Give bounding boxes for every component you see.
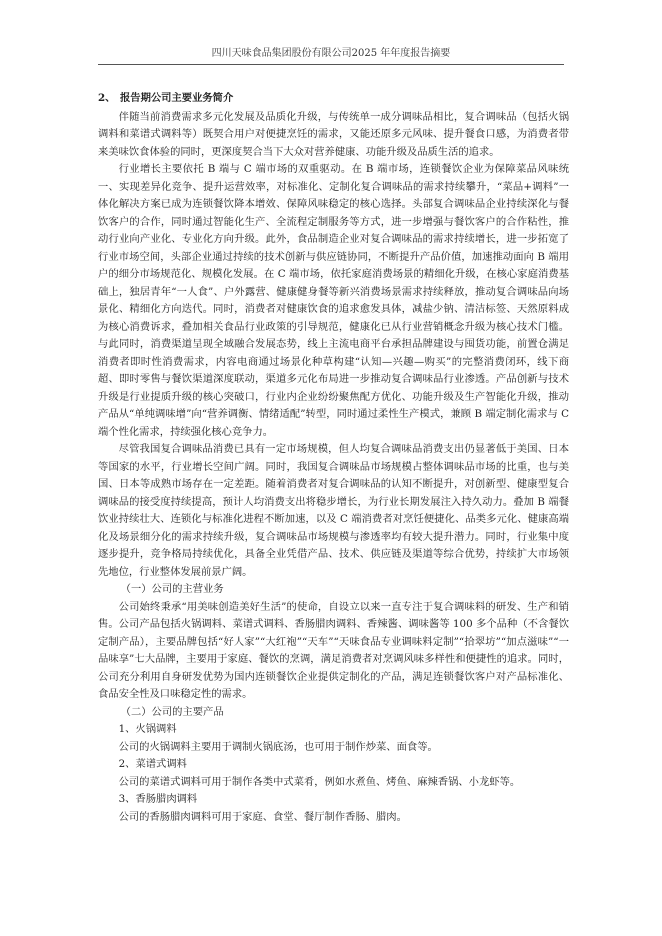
section-heading [98, 90, 569, 108]
page-header [98, 44, 564, 65]
subsection-main-business-title: （一）公司的主营业务 [120, 583, 224, 595]
section-title: 报告期公司主要业务简介 [120, 92, 234, 104]
paragraph-industry-drivers: 行业增长主要依托 B 端与 C 端市场的双重驱动。在 B 端市场，连锁餐饮企业为保障菜品风味统一、实现差异化竞争、提升运营效率，对标准化、定制化复合调味品的需求持续攀升，“菜品+调料”一体化解决方案已成为连锁餐饮降本增效、保障风味稳定的核心选择。头部复合调味品企业持续深化与餐饮客户的合作，同时通过智能化生产、全流程定制服务等方式，进一步增强与餐饮客户的合作粘性，推动行业向产业化、专业化方向升级。此外，食品制造企业对复合调味品的需求持续增长，进一步拓宽了行业市场空间，头部企业通过持续的技术创新与供应链协同，不断提升产品价值，加速推动面向 B 端用户的细分市场规范化、规模化发展。在 C 端市场，依托家庭消费场景的精细化升级，在核心家庭消费基础上，独居青年“一人食”、户外露营、健康健身餐等新兴消费场景需求持续释放，推动复合调味品向场景化、精细化方向迭代。同时，消费者对健康饮食的追求愈发具体，减盐少钠、清洁标签、天然原料成为核心消费诉求，叠加相关食品行业政策的引导规范，健康化已从行业营销概念升级为核心技术门槛。与此同时，消费渠道呈现全域融合发展态势，线上主流电商平台承担品牌建设与囤货功能，前置仓满足消费者即时性消费需求，内容电商通过场景化种草构建“认知—兴趣—购买”的完整消费闭环，线下商超、即时零售与餐饮渠道深度联动，渠道多元化布局进一步推动复合调味品行业渗透。产品创新与技术升级是行业提质升级的核心突破口，行业内企业纷纷聚焦配方优化、功能升级及生产智能化升级，推动产品从“单纯调味增”向“营养调衡、情绪适配”转型，同时通过柔性生产模式，兼顾 B 端定制化需求与 C 端个性化需求，持续强化核心竞争力。 [98, 163, 569, 438]
product-description: 公司的火锅调料主要用于调制火锅底汤，也可用于制作炒菜、面食等。 [118, 740, 438, 753]
product-name: 3、香肠腊肉调料 [118, 793, 198, 805]
paragraph-market-outlook: 尽管我国复合调味品消费已具有一定市场规模，但人均复合调味品消费支出仍显著低于美国、日本等国家的水平，行业增长空间广阔。同时，我国复合调味品市场规模占整体调味品市场的比重，也与美国、日本等成熟市场存在一定差距。随着消费者对复合调味品的认知不断提升，对创新型、健康型复合调味品的接受度持续提高，预计人均消费支出将稳步增长，为行业长期发展注入持久动力。叠加 B 端餐饮业持续壮大、连锁化与标准化进程不断加速，以及 C 端消费者对烹饪便捷化、品类多元化、健康高端化及场景细分化的需求持续升级，复合调味品市场规模与渗透率均有较大提升潜力。同时，行业集中度逐步提升，竞争格局持续优化，具备全业凭借产品、技术、供应链及渠道等综合优势，持续扩大市场领先地位，行业整体发展前景广阔。 [98, 443, 569, 578]
section-number: 2、 [98, 92, 116, 104]
product-name: 2、菜谱式调料 [118, 758, 187, 770]
document-body [98, 90, 569, 826]
product-description: 公司的菜谱式调料可用于制作各类中式菜肴，例如水煮鱼、烤鱼、麻辣香锅、小龙虾等。 [118, 775, 521, 788]
product-description: 公司的香肠腊肉调料可用于家庭、食堂、餐厅制作香肠、腊肉。 [118, 810, 407, 823]
paragraph-intro: 伴随当前消费需求多元化发展及品质化升级，与传统单一成分调味品相比，复合调味品（包括火锅调料和菜谱式调料等）既契合用户对便捷烹饪的需求，又能还原多元风味、提升餐食口感，为消费者带来美味饮食体验的同时，更深度契合当下大众对营养健康、功能升级及品质生活的追求。 [98, 110, 569, 158]
product-name: 1、火锅调料 [118, 723, 177, 735]
paragraph-main-business: 公司始终秉承“用美味创造美好生活”的使命，自设立以来一直专注于复合调味料的研发、生产和销售。公司产品包括火锅调料、菜谱式调料、香肠腊肉调料、香辣酱、调味酱等 100 多个品种（不含餐饮定制产品），主要品牌包括“好人家”“大红袍”“天车”“天味食品专业调味料定制”“拾翠坊”“加点滋味”“一品味享”七大品牌，主要用于家庭、餐饮的烹调，满足消费者对烹调风味多样性和便捷性的追求。同时，公司充分利用自身研发优势为国内连锁餐饮企业提供定制化的产品，满足连锁餐饮客户对产品标准化、食品安全性及口味稳定性的需求。 [98, 600, 569, 700]
report-title: 四川天味食品集团股份有限公司2025 年年度报告摘要 [211, 48, 451, 59]
subsection-main-products-title: （二）公司的主要产品 [120, 705, 224, 718]
